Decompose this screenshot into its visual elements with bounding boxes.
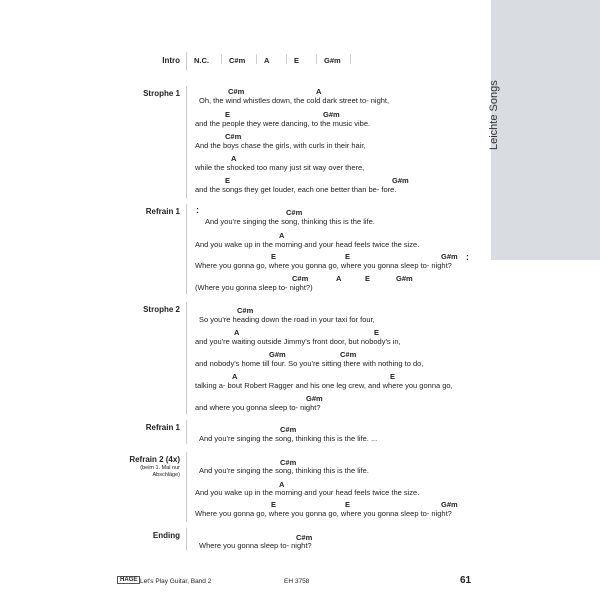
chord: G#m [396, 274, 413, 283]
chord: E [225, 176, 231, 185]
lyric-line: And you're singing the song, thinking this is the life. [199, 466, 369, 475]
repeat-sign-end: : [466, 252, 469, 262]
chord: E [345, 252, 351, 261]
divider [186, 204, 187, 294]
section-refrain-2: Refrain 2 (4x) [129, 455, 180, 464]
bar-line [256, 54, 257, 64]
divider [186, 420, 187, 444]
section-intro: Intro [162, 56, 180, 65]
repeat-sign-start: : [196, 205, 199, 215]
chord: C#m [225, 132, 242, 141]
intro-chord: E [294, 56, 300, 65]
chord: C#m [280, 425, 297, 434]
bar-line [316, 54, 317, 64]
lyric-line: Oh, the wind whistles down, the cold dark street to- night, [199, 96, 390, 105]
lyric-line: And you wake up in the morning and your head feels twice the size. [195, 240, 420, 249]
chord: A [279, 480, 285, 489]
lyric-line: Where you gonna sleep to- night? [199, 541, 312, 550]
chord: C#m [340, 350, 357, 359]
bar-line [286, 54, 287, 64]
chord: E [225, 110, 231, 119]
chapter-tab [491, 0, 600, 260]
chord: C#m [286, 208, 303, 217]
intro-chord: N.C. [194, 56, 209, 65]
refrain-2-note: (beim 1. Mal nur Abschläge) [140, 465, 180, 478]
page-number: 61 [460, 575, 472, 586]
lyric-line: and the people they were dancing, to the music vibe. [195, 119, 371, 128]
chord: G#m [441, 500, 458, 509]
chord: C#m [237, 306, 254, 315]
divider [186, 528, 187, 550]
lyric-line: and nobody's home till four. So you're sitting there with nothing to do, [195, 359, 424, 368]
chord: A [316, 87, 322, 96]
chord: E [271, 252, 277, 261]
chord: A [234, 328, 240, 337]
intro-chord: G#m [324, 56, 341, 65]
publisher-logo: HAGE [117, 576, 140, 584]
book-title: Let's Play Guitar, Band 2 [140, 578, 212, 585]
section-refrain-1-repeat: Refrain 1 [145, 423, 180, 432]
lyric-line: and where you gonna sleep to- night? [195, 403, 321, 412]
lyric-line: And you're singing the song, thinking this is the life. ... [199, 434, 378, 443]
lyric-line: And the boys chase the girls, with curls in their hair, [195, 141, 366, 150]
chord: E [390, 372, 396, 381]
chord: E [345, 500, 351, 509]
lyric-line: Where you gonna go, where you gonna go, where you gonna sleep to- night? [195, 261, 452, 270]
chord: G#m [269, 350, 286, 359]
bar-line [221, 54, 222, 64]
chord: A [336, 274, 342, 283]
chord: E [271, 500, 277, 509]
chapter-tab-label: Leichte Songs [488, 80, 500, 150]
chord: G#m [323, 110, 340, 119]
chord: C#m [280, 458, 297, 467]
lyric-line: and you're waiting outside Jimmy's front door, but nobody's in, [195, 337, 401, 346]
lyric-line: And you wake up in the morning and your head feels twice the size. [195, 488, 420, 497]
intro-chord: A [264, 56, 270, 65]
lyric-line: and the songs they get louder, each one better than be- fore. [195, 185, 397, 194]
chord: G#m [441, 252, 458, 261]
edition-code: EH 3758 [284, 578, 310, 585]
divider [186, 302, 187, 414]
chord: C#m [296, 533, 313, 542]
lyric-line: talking a- bout Robert Ragger and his one leg crew, and where you gonna go, [195, 381, 453, 390]
lyric-line: (Where you gonna sleep to- night?) [195, 283, 313, 292]
chord: A [231, 154, 237, 163]
divider [186, 86, 187, 198]
lyric-line: while the shocked too many just sit way over there, [195, 163, 365, 172]
divider [186, 52, 187, 70]
section-strophe-2: Strophe 2 [143, 305, 180, 314]
chord: G#m [392, 176, 409, 185]
divider [186, 452, 187, 522]
section-ending: Ending [152, 531, 180, 540]
chord: A [232, 372, 238, 381]
chord: E [374, 328, 380, 337]
lyric-line: And you're singing the song, thinking this is the life. [205, 217, 375, 226]
chord: E [365, 274, 371, 283]
section-refrain-1: Refrain 1 [145, 207, 180, 216]
chord: G#m [306, 394, 323, 403]
section-strophe-1: Strophe 1 [143, 89, 180, 98]
lyric-line: So you're heading down the road in your taxi for four, [199, 315, 375, 324]
intro-chord: C#m [229, 56, 246, 65]
chord: C#m [228, 87, 245, 96]
bar-line [350, 54, 351, 64]
chord: C#m [292, 274, 309, 283]
lyric-line: Where you gonna go, where you gonna go, where you gonna sleep to- night? [195, 509, 452, 518]
chord: A [279, 231, 285, 240]
